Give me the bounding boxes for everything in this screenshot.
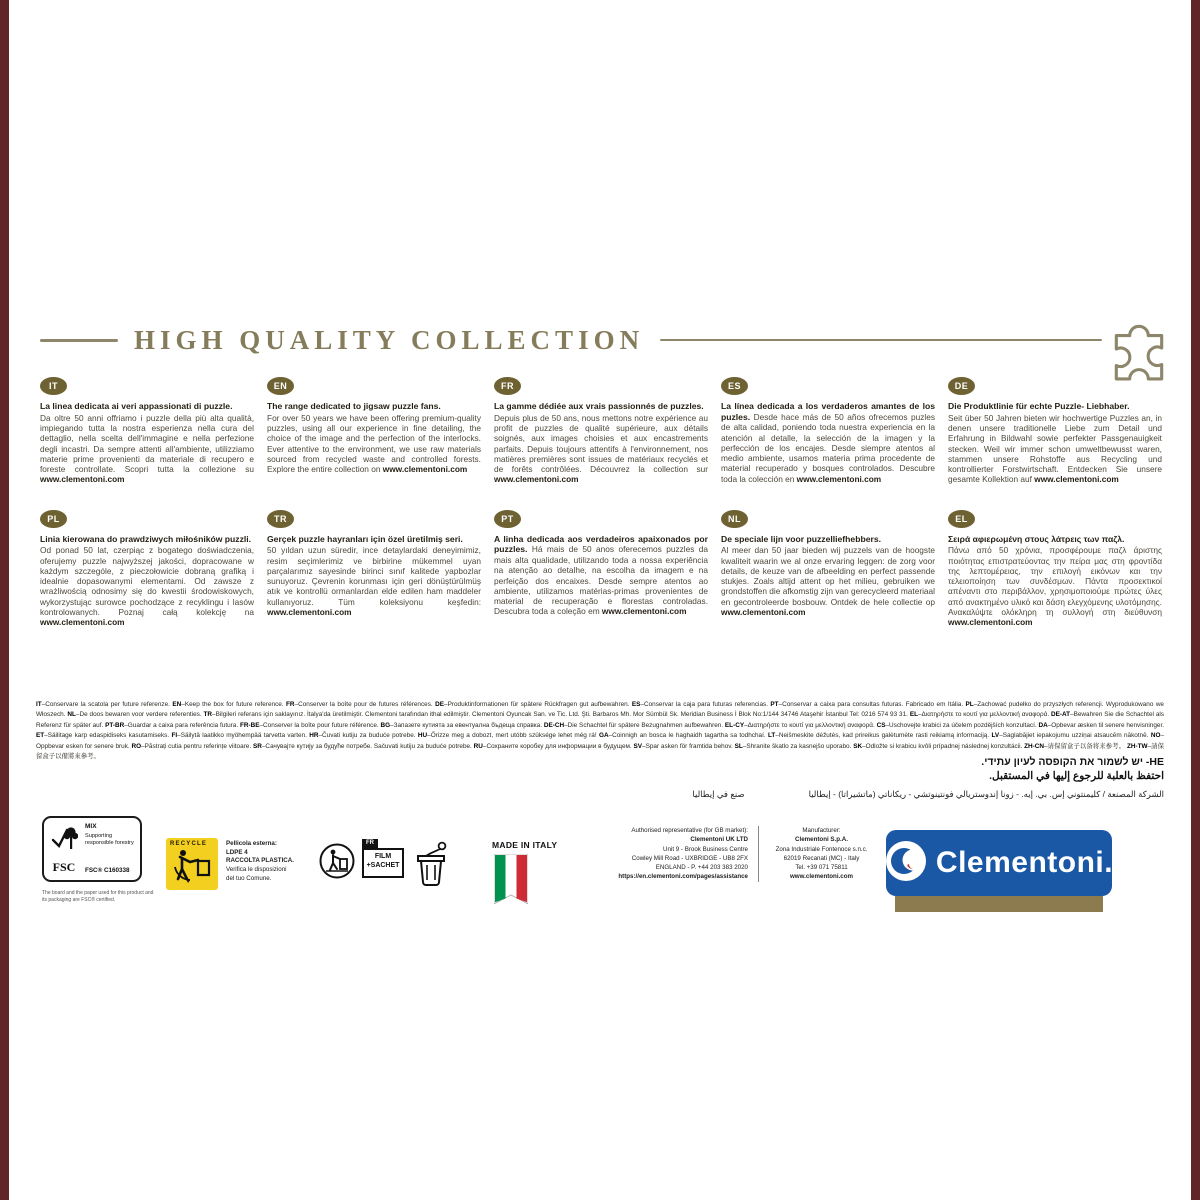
uk-addr1: Unit 9 - Brook Business Centre — [663, 845, 748, 853]
arabic-manufacturer-row — [684, 789, 1164, 800]
box-edge-left — [0, 0, 9, 1200]
language-block-NL — [721, 509, 935, 628]
recycle-person-icon — [170, 870, 214, 887]
pellicola-line3: RACCOLTA PLASTICA. — [226, 857, 294, 865]
language-text-EL: Σειρά αφιερωμένη στους λάτρεις των παζλ. Πάνω από 50 χρόνια, προσφέρουμε παζλ άριστης ποιότητας επιστρατεύοντας την πείρα μας στη φροντίδα της λεπτομέρειας, την επιλογή εικόνων και την τελειοποίηση των συνδέσμων. Πάντα προσεκτικοί απέναντι στο περιβάλλον, χρησιμοποιούμε πρώτες ύλες από ανακτημένο υλικό και δάση ελεγχόμενης υλοτόμησης. Ανακαλύψτε ολόκληρη τη συλλογή στη διεύθυνση www.clementoni.com — [948, 533, 1162, 628]
clementoni-logo — [886, 830, 1112, 912]
language-badge-EL: EL — [948, 510, 975, 528]
language-text-NL: De speciale lijn voor puzzelliefhebbers. Al meer dan 50 jaar bieden wij puzzels van de hoogste kwaliteit waarin we al onze ervaring leggen: de zorg voor details, de keuze van de afbeelding en perfect passende stukjes. Zoals altijd attent op het milieu, gebruiken we grondstoffen die afkomstig zijn van gerecycleerd materiaal en gecontroleerde bosbouw. Ontdek de hele collectie op www.clementoni.com — [721, 533, 935, 617]
film-sachet-line1: FILM — [374, 853, 392, 860]
manufacturer-name: Clementoni S.p.A. — [795, 836, 848, 844]
language-text-FR: La gamme dédiée aux vrais passionnés de puzzles. Depuis plus de 50 ans, nous mettons notre expérience au profit de puzzles de qualité supérieure, aux détails soignés, aux images choisies et aux encastrements parfaits. Depuis toujours attentifs à l'environnement, nos matières premières sont issues de matériaux recyclés et de forêts contrôlées. Découvrez la collection sur www.clementoni.com — [494, 401, 708, 485]
language-badge-IT: IT — [40, 377, 67, 395]
uk-representative-address — [598, 826, 759, 882]
language-badge-FR: FR — [494, 377, 521, 395]
language-text-IT: La linea dedicata ai veri appassionati di puzzle. Da oltre 50 anni offriamo i puzzle della più alta qualità, impiegando tutta la nostra esperienza nella cura del dettaglio, nella scelta dell'immagine e nella perfezione degli incastri. Da sempre attenti all'ambiente, utilizziamo materie prime provenienti da materiale di recupero e foreste controllate. Scopri tutta la collezione su www.clementoni.com — [40, 401, 254, 485]
manufacturer-addr3: Tel. +39 071 75811 — [795, 864, 848, 872]
arabic-manufacturer-text: الشركة المصنعة / كليمنتوني إس. بي. إيه. - زونا إندوستريالي فونتينوتشي - ريكاناتي (ماتشيراتا) - إيطاليا — [808, 789, 1164, 799]
film-sachet-country-tab: FR — [362, 839, 378, 849]
arabic-made-in-italy: صنع في إيطاليا — [692, 789, 745, 799]
language-text-TR: Gerçek puzzle hayranları için özel üretilmiş seri. 50 yıldan uzun süredir, ince detaylardaki deneyimimiz, resim seçimlerimiz ve birbirine mükemmel uyan parçalarımız sayesinde birinci sınıf kalitede yapbozlar sunuyoruz. Çevrenin korunması için geri dönüştürülmüş atık ve kontrollü ormanlardan elde edilen ham maddeler kullanıyoruz. Tüm koleksiyonu keşfedin: www.clementoni.com — [267, 533, 481, 617]
manufacturer-url: www.clementoni.com — [789, 873, 854, 881]
clementoni-logo-base-bar — [895, 896, 1103, 912]
recycle-badge-title: RECYCLE — [170, 841, 208, 847]
language-block-EN — [267, 376, 481, 485]
fsc-support-label: Supporting responsible forestry — [85, 832, 134, 847]
collection-title: HIGH QUALITY COLLECTION — [134, 324, 645, 355]
language-text-ES: La línea dedicada a los verdaderos amantes de los puzles. Desde hace más de 50 años ofrecemos puzles de alta calidad, poniendo toda nuestra experiencia en la atención al detalle, la selección de la imagen y la perfección de los encajes. Desde siempre atentos al medio ambiente, usamos materia prima procedente de material recuperado y bosques controlados. Descubre toda la colección en www.clementoni.com — [721, 401, 935, 484]
uk-addr3: ENGLAND - P. +44 203 383 2020 — [655, 864, 748, 872]
hebrew-keep-box-line: HE- יש לשמור את הקופסה לעיון עתידי. — [981, 756, 1164, 768]
collection-title-row — [40, 310, 1102, 370]
uk-addr2: Cowley Mill Road - UXBRIDGE - UB8 2FX — [631, 854, 748, 862]
uk-label: Authorised representative (for GB market): — [631, 827, 748, 834]
film-sachet-line2: +SACHET — [366, 861, 400, 869]
manufacturer-address — [759, 826, 874, 882]
tidy-man-icon — [318, 842, 356, 885]
language-badge-NL: NL — [721, 510, 748, 528]
fsc-note: The board and the paper used for this product and its packaging are FSC® certified. — [42, 890, 154, 903]
language-text-PT: A linha dedicada aos verdadeiros apaixonados por puzzles. Há mais de 50 anos oferecemos puzzles da mais alta qualidade, utilizando toda a nossa experiência na atenção ao detalhe, na escolha da imagem e na perfeição dos encaixes. Desde sempre atentos ao ambiente, utilizamos matérias-primas provenientes de material de recuperação e florestas controladas. Descubra toda a coleção em www.clementoni.com — [494, 533, 708, 617]
language-block-PL — [40, 509, 254, 628]
uk-name: Clementoni UK LTD — [690, 836, 748, 844]
language-block-DE — [948, 376, 1162, 485]
pellicola-line1: Pellicola esterna: — [226, 840, 277, 847]
plastic-film-disposal-note — [226, 840, 326, 883]
language-block-ES — [721, 376, 935, 485]
fsc-mix-label: MIX — [85, 823, 97, 830]
pellicola-line5: del tuo Comune. — [226, 874, 272, 882]
fine-print: IT–Conservare la scatola per future referenze. EN–Keep the box for future reference. FR–Conserver la boîte pour de futures références. DE–Produktinformationen für spätere Rückfragen gut aufbewahren. ES–Conservar la caja para futuras referencias. PT–Conservar a caixa para consultas futuras. Fabricado em Itália. PL–Zachować pudełko do przyszłych referencji. Wyprodukowano we Włoszech. NL–De doos bewaren voor verdere referenties. TR–Bilgileri referans için saklayınız. İtalya'da üretilmiştir. Clementoni tarafından ithal edilmiştir. Clementoni Oyuncak San. ve Tic. Ltd. Şti. Barbaros Mh. Mor Sümbül Sk. Meridian Business İ Blok No:1/144 34746 Ataşehir İstanbul Tel: 0216 574 93 31. EL–Διατηρήστε το κουτί για μελλοντική αναφορά. DE-AT–Bewahren Sie die Schachtel als Referenz für später auf. PT-BR–Guardar a caixa para referência futura. FR-BE–Conserver la boîte pour future référence. BG–Запазете кутията за евентуална бъдеща справка. DE-CH–Die Schachtel für spätere Bezugnahmen aufbewahren. EL-CY–Διατηρήστε το κουτί για μελλοντική αναφορά. CS–Uschovejte krabici za účelem pozdějších konzultací. DA–Opbevar æsken til senere henvisninger. ET–Säilitage karp edaspidiseks kasutamiseks. FI–Säilytä laatikko myöhempää tarvetta varten. HR–Čuvati kutiju za buduće potrebe. HU–Őrizze meg a dobozt, mert utóbb szüksége lehet még rá! GA–Coinnigh an bosca le haghaidh tagartha sa todhchaí. LT–Neišmeskite dėžutės, kad prireikus galėtumėte rasti reikiamą informaciją. LV–Saglabājiet iepakojumu uzziņai atsaucēm nākotnē. NO–Oppbevar esken for senere bruk. RO–Păstrați cutia pentru referințe viitoare. SR–Сачувајте кутију за будуће потребе. Sačuvati kutiju za buduće potrebe. RU–Сохраните коробку для информации в будущем. SV–Spar asken för framtida behov. SL–Shranite škatlo za kasnejšo uporabo. SK–Odložte si krabicu kvôli prípadnej následnej konzultácii. ZH-CN–请保留盒子以备将来参考。 ZH-TW–請保留盒子以備將來參考。 — [36, 701, 1165, 760]
rtl-text-block — [684, 756, 1164, 800]
pellicola-line4: Verifica le disposizioni — [226, 866, 287, 874]
clementoni-wordmark: Clementoni. — [935, 846, 1114, 879]
clementoni-c-mark-icon — [885, 840, 927, 887]
made-in-italy-label: MADE IN ITALY — [492, 840, 558, 850]
language-blocks-grid — [40, 376, 1162, 628]
box-edge-right — [1191, 0, 1200, 1200]
language-badge-PT: PT — [494, 510, 521, 528]
manufacturer-label: Manufacturer: — [802, 827, 841, 834]
sorting-bin-icon — [412, 840, 452, 893]
language-badge-PL: PL — [40, 510, 67, 528]
title-rule-right — [660, 339, 1102, 341]
fsc-wordmark: FSC — [52, 860, 76, 874]
pellicola-line2: LDPE 4 — [226, 848, 248, 856]
made-in-italy-block — [492, 840, 592, 909]
fsc-code: FSC® C160338 — [85, 866, 130, 874]
uk-assistance-url: https://en.clementoni.com/pages/assistance — [618, 873, 748, 881]
clementoni-logo-plate — [886, 830, 1112, 896]
language-badge-DE: DE — [948, 377, 975, 395]
language-block-IT — [40, 376, 254, 485]
language-block-EL — [948, 509, 1162, 628]
language-block-TR — [267, 509, 481, 628]
title-rule-left — [40, 339, 118, 342]
arabic-keep-box-line: احتفظ بالعلبة للرجوع إليها في المستقبل. — [989, 770, 1164, 782]
language-text-DE: Die Produktlinie für echte Puzzle- Liebhaber. Seit über 50 Jahren bieten wir hochwertige Puzzles an, in denen unsere traditionelle Liebe zum Detail und Erfahrung in Bildwahl sowie perfekter Passgenauigkeit stecken. Weil wir immer schon umweltbewusst waren, stammen unsere Rohstoffe aus Recycling und kontrollierter Forstwirtschaft. Entdecken Sie unsere gesamte Kollektion auf www.clementoni.com — [948, 401, 1162, 485]
language-block-PT — [494, 509, 708, 628]
language-block-FR — [494, 376, 708, 485]
language-badge-TR: TR — [267, 510, 294, 528]
fsc-label — [42, 816, 142, 882]
manufacturer-addr2: 62019 Recanati (MC) - Italy — [783, 854, 860, 862]
recycle-badge — [166, 838, 218, 890]
language-text-PL: Linia kierowana do prawdziwych miłośników puzzli. Od ponad 50 lat, czerpiąc z bogatego doświadczenia, oferujemy puzzle najwyższej jakości, dopracowane w każdym szczególe, z pieczołowicie dobraną grafiką i idealnie dopasowanymi elementami. Od zawsze z wrażliwością odnosimy się do kwestii środowiskowych, wykorzystując surowce pochodzące z recyklingu i lasów kontrolowanych. Poznaj całą kolekcję na www.clementoni.com — [40, 533, 254, 628]
film-sachet-label — [362, 840, 404, 878]
fsc-tree-check-icon — [50, 823, 78, 858]
company-addresses — [598, 826, 874, 882]
language-badge-ES: ES — [721, 377, 748, 395]
language-text-EN: The range dedicated to jigsaw puzzle fans. For over 50 years we have been offering premium-quality puzzles, using all our experience in fine detailing, the choice of the image and the perfection of the interlocks. Ever attentive to the environment, we use raw materials sourced from recycled waste and controlled forests. Explore the entire collection on www.clementoni.com — [267, 401, 481, 475]
language-badge-EN: EN — [267, 377, 294, 395]
manufacturer-addr1: Zona Industriale Fontenoce s.n.c. — [775, 845, 868, 853]
italian-flag-banner-icon — [494, 854, 592, 909]
